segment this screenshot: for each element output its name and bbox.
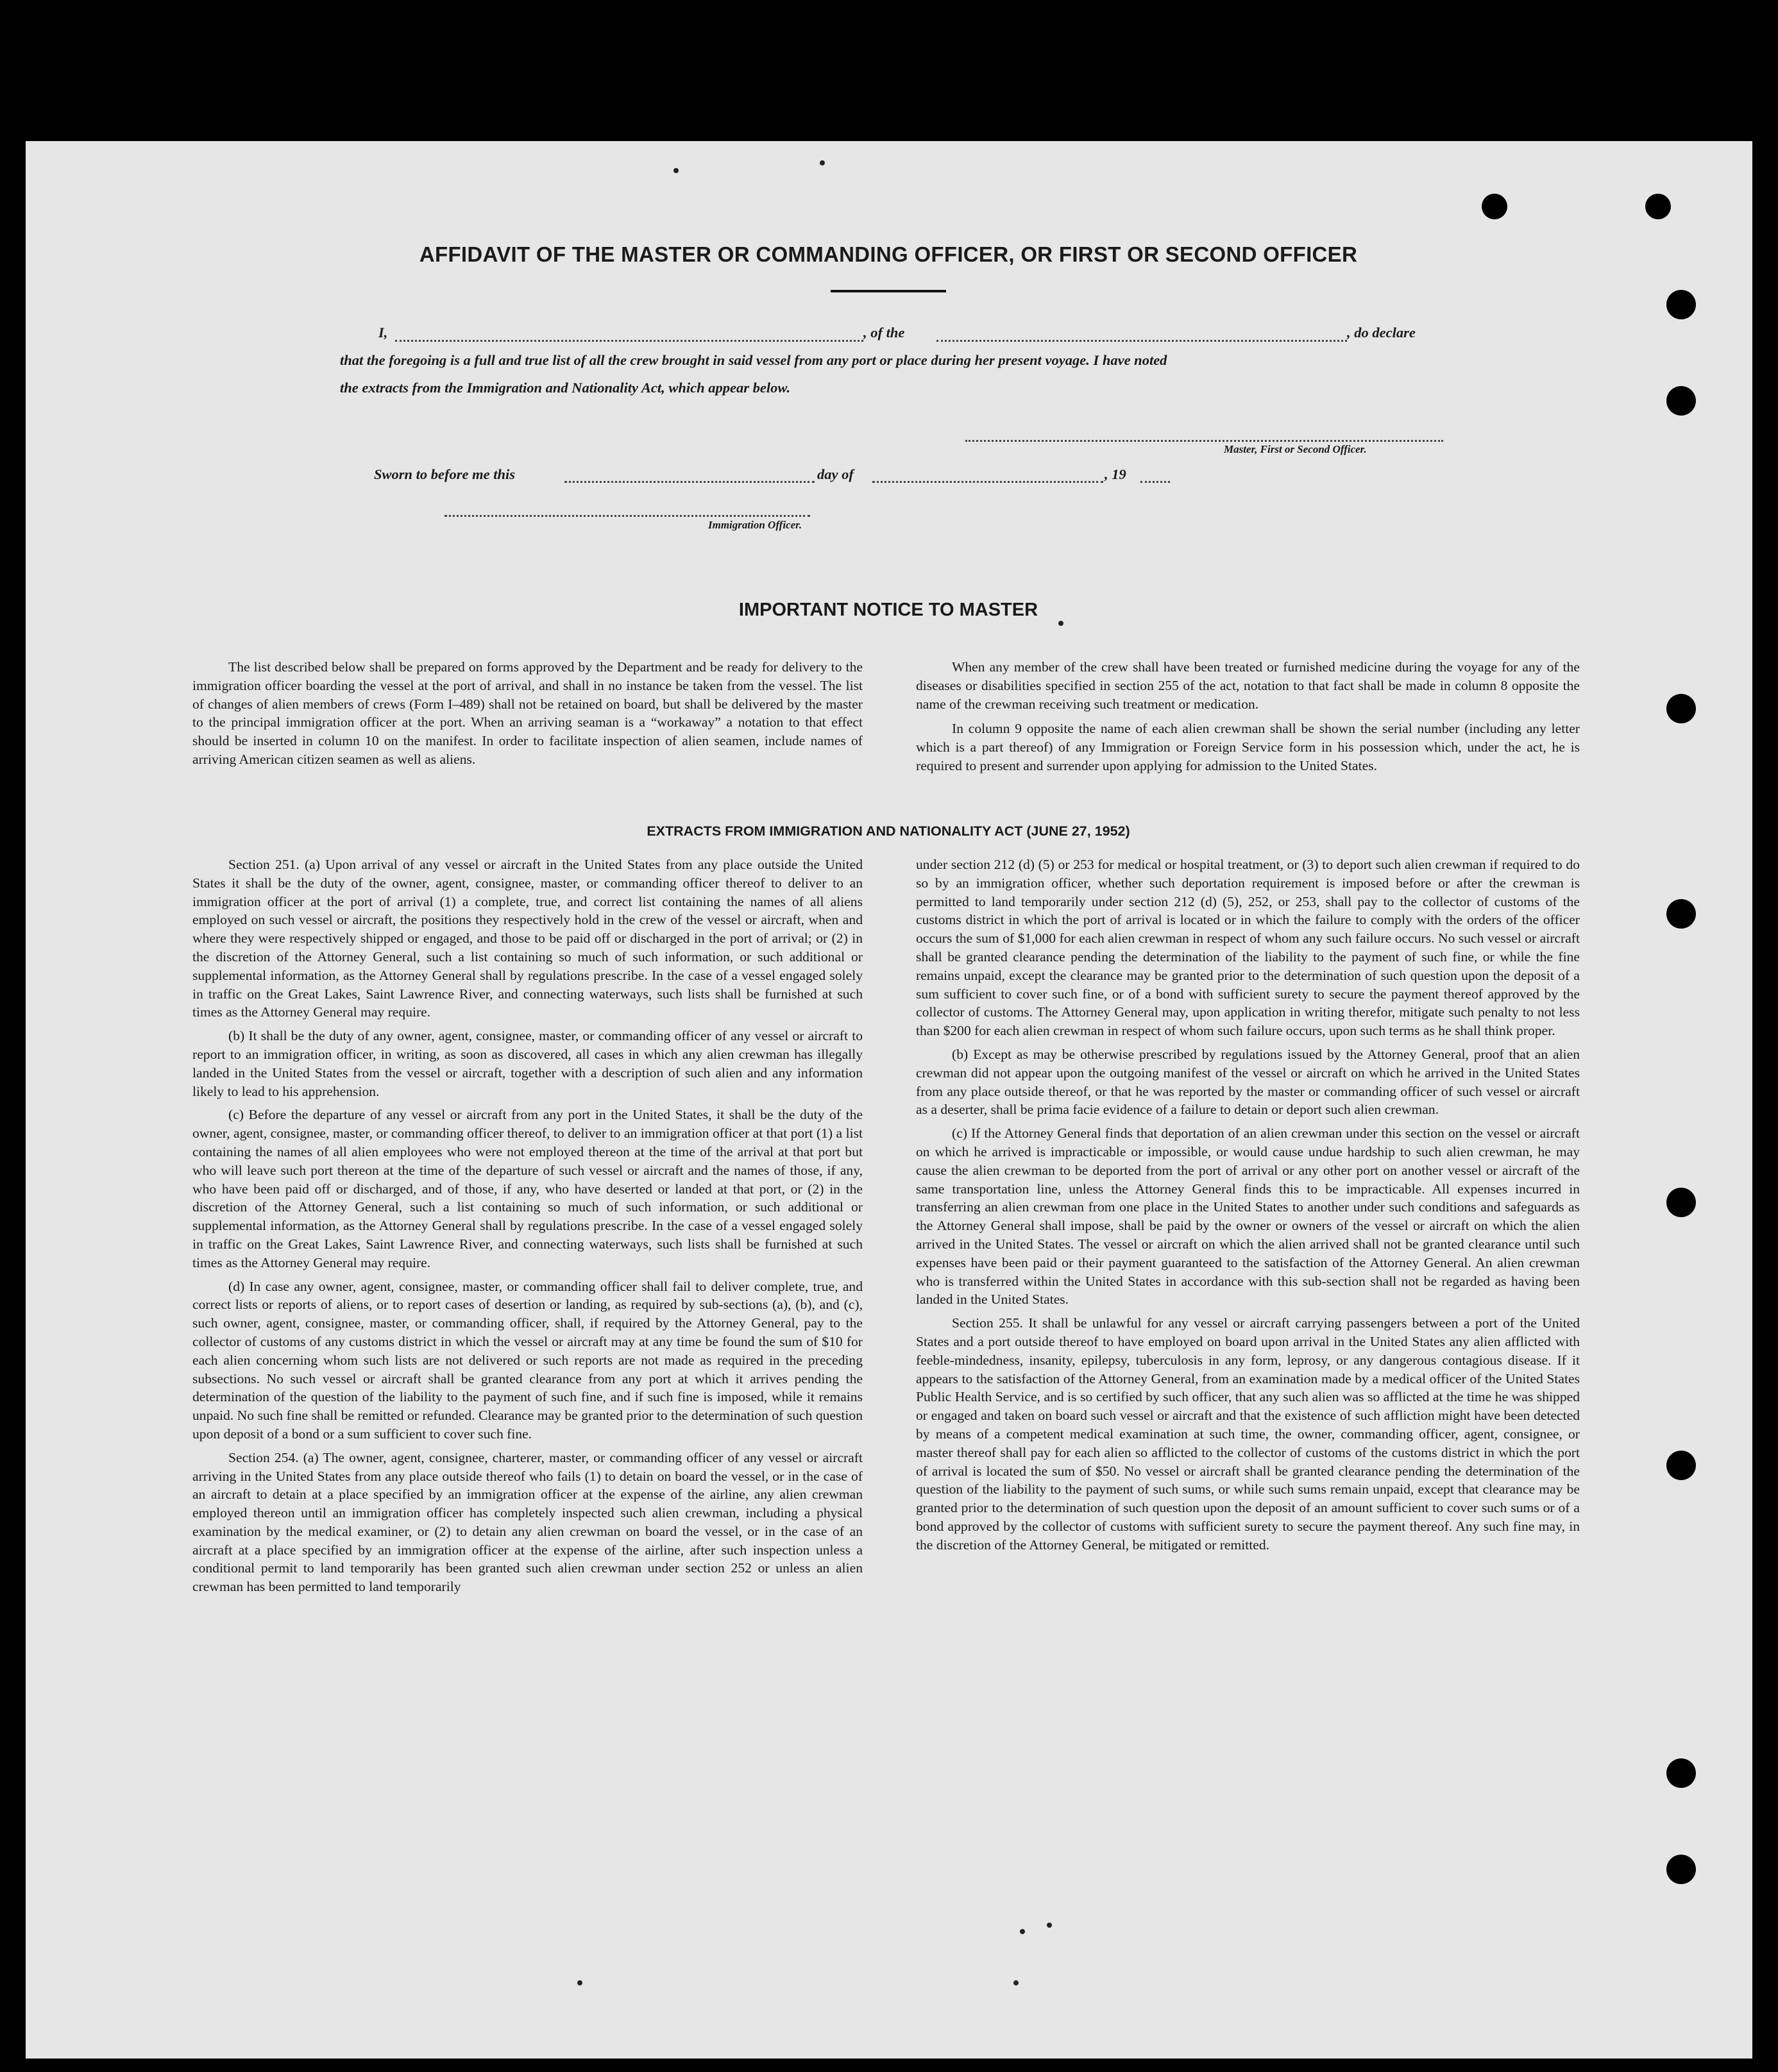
notice-title: IMPORTANT NOTICE TO MASTER [738,600,1038,620]
title-rule [831,290,946,292]
declaration-line-2: the extracts from the Immigration and Nationality Act, which appear below. [340,380,791,396]
punch-hole [1666,1188,1696,1217]
speck [1047,1923,1052,1928]
speck [673,168,679,173]
punch-hole [1666,1855,1696,1884]
notice-left-column [192,658,863,775]
do-declare-label: , do declare [1347,324,1416,341]
section-251-a: Section 251. (a) Upon arrival of any vessel or aircraft in the United States from any place outside the United States it shall be the duty of the owner, agent, consignee, master, or commanding officer thereof to deliver to an immigration officer at the port of arrival (1) a complete, true, and correct list containing the names of all aliens employed on such vessel or aircraft, the positions they respectively hold in the crew of the vessel or aircraft, when and where they were respectively shipped or engaged, and those to be paid off or discharged in the port of arrival; or (2) in the discretion of the Attorney General, such a list containing so much of such information, or such additional or supplemental information, as the Attorney General shall by regulations prescribe. In the case of a vessel engaged solely in traffic on the Great Lakes, Saint Lawrence River, and connecting waterways, such lists shall be furnished at such times as the Attorney General may require. [192,857,863,1020]
speck [1020,1929,1025,1934]
immigration-officer-label: Immigration Officer. [708,519,802,531]
punch-hole [1666,1451,1696,1480]
section-254-b: (b) Except as may be otherwise prescribed by regulations issued by the Attorney General, proof that an alien crewman did not appear upon the outgoing manifest of the vessel or aircraft on which he arrived in the United States from any place outside thereof, or that he was reported by the master or commanding officer of such vessel or aircraft as a deserter, shall be prima facie evidence of a failure to detain or deport such alien crewman. [916,1046,1580,1118]
notice-right-paragraph-1: When any member of the crew shall have been treated or furnished medicine during the voyage for any of the diseases or disabilities specified in section 255 of the act, notation to that fact shall be made in column 8 opposite the name of the crewman receiving such treatment or medication. [916,659,1580,712]
section-254-a: Section 254. (a) The owner, agent, consignee, charterer, master, or commanding officer of any vessel or aircraft arriving in the United States from any place outside thereof who fails (1) to detain on board the vessel, or in the case of an aircraft to detain at a place specified by an immigration officer at the expense of the airline, any alien crewman employed thereon until an immigration officer has completely inspected such alien crewman, including a physical examination by the medical examiner, or (2) to detain any alien crewman on board the vessel, or in the case of an aircraft at a place specified by an immigration officer at the expense of the airline, after such inspection unless a conditional permit to land temporarily has been granted such alien crewman under section 252 or unless an alien crewman has been permitted to land temporarily [192,1449,863,1595]
punch-hole [1666,386,1696,416]
punch-hole [1482,194,1507,219]
section-251-c: (c) Before the departure of any vessel or aircraft from any port in the United States, it shall be the duty of the owner, agent, consignee, master, or commanding officer thereof, to deliver to an immigration officer at that port (1) a list containing the names of all alien employees who were not employed thereon at the time of the arrival at that port but who will leave such port thereon at the time of the departure of such vessel or aircraft and the names of those, if any, who have been paid off or discharged, and of those, if any, who have deserted or landed at that port, or (2) in the discretion of the Attorney General, such a list containing so much of such information, or such additional or supplemental information, as the Attorney General shall by regulations prescribe. In the case of a vessel engaged solely in traffic on the Great Lakes, Saint Lawrence River, and connecting waterways, such lists shall be furnished at such times as the Attorney General may require. [192,1107,863,1270]
sworn-label: Sworn to before me this [374,466,516,482]
extracts-right-column [916,855,1580,1559]
immigration-officer-signature-line[interactable] [444,515,810,517]
day-of-label: day of [817,466,854,482]
punch-hole [1666,899,1696,929]
of-the-label: , of the [863,324,905,341]
notice-right-column [916,658,1580,782]
sworn-day-line[interactable] [564,481,815,483]
speck [1058,621,1063,626]
declaration-line-1: that the foregoing is a full and true list of all the crew brought in said vessel from any port or place during her present voyage. I have noted [340,352,1167,368]
section-254-c: (c) If the Attorney General finds that deportation of an alien crewman under this section on the vessel or aircraft on which he arrived is impracticable or impossible, or would cause undue hardship to such alien crewman, he may cause the alien crewman to be deported from the port of arrival or any other port on another vessel or aircraft of the same transportation line, unless the Attorney General finds this to be impracticable. All expenses incurred in transferring an alien crewman from one place in the United States to another under such conditions and safeguards as the Attorney General shall impose, shall be paid by the owner or owners of the vessel or aircraft on which the alien arrived in the United States. The vessel or aircraft on which the alien arrived shall not be granted clearance until such expenses have been paid or their payment guaranteed to the satisfaction of the Attorney General. An alien crewman who is transferred within the United States in accordance with this sub-section shall not be regarded as having been landed in the United States. [916,1125,1580,1308]
notice-right-paragraph-2: In column 9 opposite the name of each alien crewman shall be shown the serial number (including any letter which is a part thereof) of any Immigration or Foreign Service form in his possession which, under the act, he is required to present and surrender upon applying for admission to the United States. [916,721,1580,773]
affidavit-title: AFFIDAVIT OF THE MASTER OR COMMANDING OFFICER, OR FIRST OR SECOND OFFICER [419,242,1358,266]
master-signature-line[interactable] [965,440,1443,442]
section-251-b: (b) It shall be the duty of any owner, agent, consignee, master, or commanding officer of any vessel or aircraft to report to an immigration officer, in writing, as soon as discovered, all cases in which any alien crewman has illegally landed in the United States from the vessel or aircraft, together with a description of such alien and any information likely to lead to his apprehension. [192,1028,863,1099]
punch-hole [1666,694,1696,723]
extracts-title: EXTRACTS FROM IMMIGRATION AND NATIONALITY ACT (JUNE 27, 1952) [647,823,1130,839]
speck [820,160,825,165]
sworn-month-line[interactable] [872,481,1103,483]
year-label: , 19 [1105,466,1126,482]
sworn-year-line[interactable] [1140,481,1170,483]
section-251-d: (d) In case any owner, agent, consignee, master, or commanding officer shall fail to deliver complete, true, and correct lists or reports of aliens, or to report cases of desertion or landing, as required by sub-sections (a), (b), and (c), such owner, agent, consignee, master, or commanding officer, shall, if required by the Attorney General, pay to the collector of customs of any customs district in which the vessel or aircraft may at any time be found the sum of $10 for each alien concerning whom such lists are not delivered or such reports are not made as required in the preceding subsections. No such vessel or aircraft shall be granted clearance from any port at which it arrives pending the determination of the question of the liability to the payment of such fine, and if such fine is imposed, while it remains unpaid. No such fine shall be remitted or refunded. Clearance may be granted prior to the determination of such question upon deposit of a bond or a sum sufficient to cover such fine. [192,1278,863,1442]
section-255: Section 255. It shall be unlawful for any vessel or aircraft carrying passengers between a port of the United States and a port outside thereof to have employed on board upon arrival in the United States any alien afflicted with feeble-mindedness, insanity, epilepsy, tuberculosis in any form, leprosy, or any dangerous contagious disease. If it appears to the satisfaction of the Attorney General, from an examination made by a medical officer of the United States Public Health Service, and is so certified by such officer, that any such alien was so afflicted at the time he was shipped or engaged and taken on board such vessel or aircraft and that the existence of such affliction might have been detected by means of a competent medical examination at such time, the owner, commanding officer, agent, consignee, or master thereof shall pay for each alien so afflicted to the collector of customs of the customs district in which the port of arrival is located the sum of $50. No vessel or aircraft shall be granted clearance pending the determination of the question of the liability to the payment of such sums, or while such sums remain unpaid, except that clearance may be granted prior to the determination of such question upon the deposit of an amount sufficient to cover such sums or of a bond approved by the collector of customs with sufficient surety to secure the payment thereof. Any such fine may, in the discretion of the Attorney General, be mitigated or remitted. [916,1315,1580,1553]
extracts-left-column [192,855,863,1601]
section-254-a-continued: under section 212 (d) (5) or 253 for medical or hospital treatment, or (3) to deport such alien crewman if required to do so by an immigration officer, whether such deportation requirement is imposed before or after the crewman is permitted to land temporarily under section 212 (d) (5), 252, or 253, shall pay to the collector of customs of the customs district in which the port of arrival is located or in which the failure to comply with the orders of the officer occurs the sum of $1,000 for each alien crewman in respect of whom any such failure occurs. No such vessel or aircraft shall be granted clearance pending the determination of the liability to the payment of such fine, or while the fine remains unpaid, except the clearance may be granted prior to the determination of such question upon the deposit of a sum sufficient to cover such fine, or of a bond with sufficient surety to secure the payment thereof approved by the collector of customs. The Attorney General may, upon application in writing therefor, mitigate such penalty to not less than $200 for each alien crewman in respect of whom such failure occurs, upon such terms as he shall think proper. [916,857,1580,1039]
notice-left-paragraph: The list described below shall be prepared on forms approved by the Department and be ready for delivery to the immigration officer boarding the vessel at the port of arrival, and shall in no instance be taken from the vessel. The list of changes of alien members of crews (Form I–489) shall not be retained on board, but shall be delivered by the master to the principal immigration officer at the port. When an arriving seaman is a “workaway” a notation to that effect should be inserted in column 10 on the manifest. In order to facilitate inspection of alien seamen, include names of arriving American citizen seamen as well as aliens. [192,659,863,767]
i-label: I, [378,324,388,341]
master-signature-label: Master, First or Second Officer. [1224,443,1367,455]
speck [577,1980,582,1985]
speck [1013,1980,1019,1985]
vessel-name-line[interactable] [936,340,1347,342]
master-name-line[interactable] [395,340,863,342]
punch-hole [1645,194,1671,219]
punch-hole [1666,1758,1696,1788]
punch-hole [1666,290,1696,319]
